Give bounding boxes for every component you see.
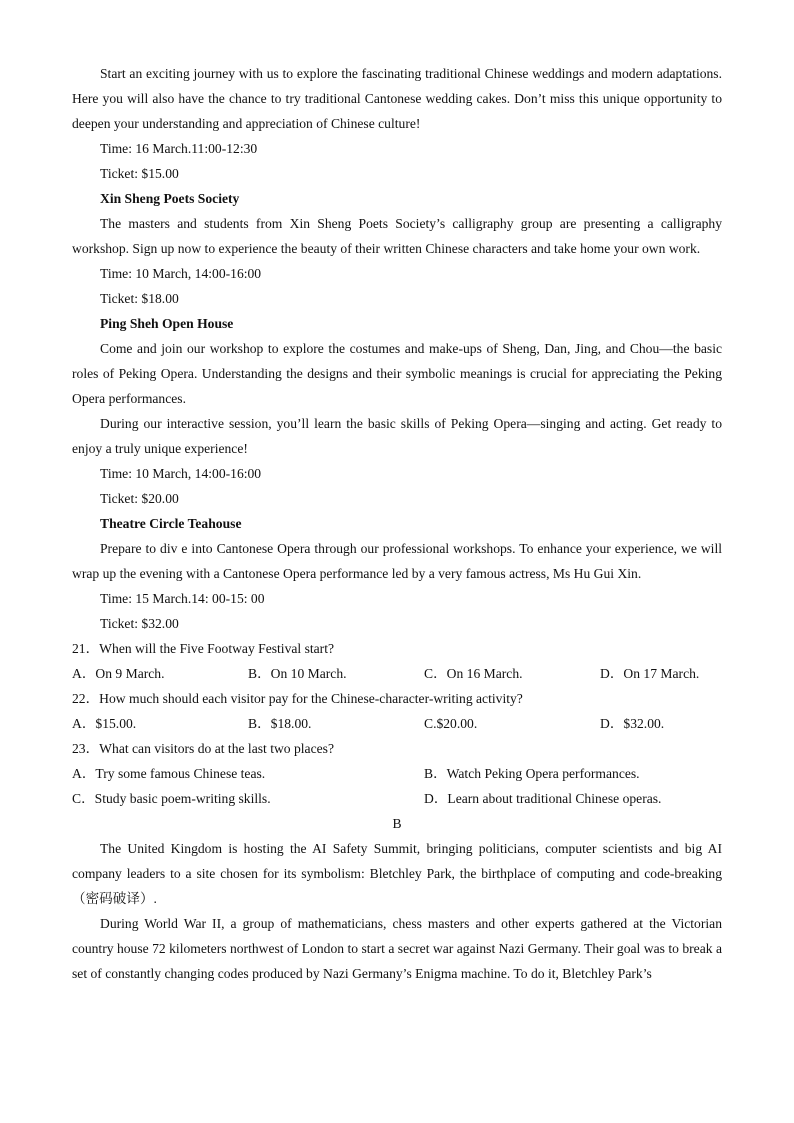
question-23-option-b: B．Watch Peking Opera performances.: [424, 766, 640, 781]
ping-sheh-heading: Ping Sheh Open House: [100, 316, 234, 331]
question-23-options-row-2: [72, 786, 722, 811]
intro-paragraph: Start an exciting journey with us to explore the fascinating traditional Chinese weddings and modern adaptations. Here you will also have the chance to try traditional Cantonese wedding cakes. Don’t miss this unique opportunity to deepen your understanding and appreciation of Chinese culture!: [72, 66, 722, 131]
question-22-option-d: D．$32.00.: [600, 716, 665, 731]
ping-sheh-paragraph-2: During our interactive session, you’ll learn the basic skills of Peking Opera—singing and acting. Get ready to enjoy a truly unique experience!: [72, 416, 722, 456]
question-22-option-c: C.$20.00.: [424, 716, 478, 731]
document-page: [72, 61, 722, 986]
theatre-circle-ticket: Ticket: $32.00: [100, 616, 179, 631]
question-22-options: [72, 711, 722, 736]
xin-sheng-time: Time: 10 March, 14:00-16:00: [100, 266, 262, 281]
theatre-circle-time: Time: 15 March.14: 00-15: 00: [100, 591, 265, 606]
question-21-stem: 21．When will the Five Footway Festival start?: [72, 641, 335, 656]
xin-sheng-heading: Xin Sheng Poets Society: [100, 191, 240, 206]
question-23-option-d: D．Learn about traditional Chinese operas.: [424, 791, 662, 806]
question-22-stem: 22．How much should each visitor pay for the Chinese-character-writing activity?: [72, 691, 523, 706]
theatre-circle-paragraph: Prepare to div e into Cantonese Opera through our professional workshops. To enhance your experience, we will wrap up the evening with a Cantonese Opera performance led by a very famous actress, Ms Hu Gui Xin.: [72, 541, 722, 581]
question-23-options-row-1: [72, 761, 722, 786]
ping-sheh-time: Time: 10 March, 14:00-16:00: [100, 466, 262, 481]
theatre-circle-heading: Theatre Circle Teahouse: [100, 516, 242, 531]
question-22-option-b: B．$18.00.: [248, 716, 312, 731]
question-23-stem: 23．What can visitors do at the last two places?: [72, 741, 334, 756]
question-23-option-a: A．Try some famous Chinese teas.: [72, 766, 266, 781]
question-21-option-b: B．On 10 March.: [248, 666, 347, 681]
ping-sheh-paragraph-1: Come and join our workshop to explore the costumes and make-ups of Sheng, Dan, Jing, and Chou—the basic roles of Peking Opera. Understanding the designs and their symbolic meanings is crucial for appreciating the Peking Opera performances.: [72, 341, 722, 406]
ping-sheh-ticket: Ticket: $20.00: [100, 491, 179, 506]
section-b-paragraph-1: The United Kingdom is hosting the AI Safety Summit, bringing politicians, computer scientists and big AI company leaders to a site chosen for its symbolism: Bletchley Park, the birthplace of computing and code-breaking（密码破译）.: [72, 841, 722, 906]
xin-sheng-paragraph: The masters and students from Xin Sheng Poets Society’s calligraphy group are presenting a calligraphy workshop. Sign up now to experience the beauty of their written Chinese characters and take home your own work.: [72, 216, 722, 256]
question-21-option-c: C．On 16 March.: [424, 666, 523, 681]
question-21-option-a: A．On 9 March.: [72, 666, 165, 681]
section-b-letter: B: [392, 816, 402, 831]
section-b-paragraph-2: During World War II, a group of mathematicians, chess masters and other experts gathered at the Victorian country house 72 kilometers northwest of London to start a secret war against Nazi Germany. Their goal was to break a set of constantly changing codes produced by Nazi Germany’s Enigma machine. To do it, Bletchley Park’s: [72, 916, 722, 981]
question-23-option-c: C．Study basic poem-writing skills.: [72, 791, 271, 806]
intro-ticket: Ticket: $15.00: [100, 166, 179, 181]
intro-time: Time: 16 March.11:00-12:30: [100, 141, 258, 156]
question-21-options: [72, 661, 722, 686]
question-21-option-d: D．On 17 March.: [600, 666, 700, 681]
xin-sheng-ticket: Ticket: $18.00: [100, 291, 179, 306]
question-22-option-a: A．$15.00.: [72, 716, 137, 731]
